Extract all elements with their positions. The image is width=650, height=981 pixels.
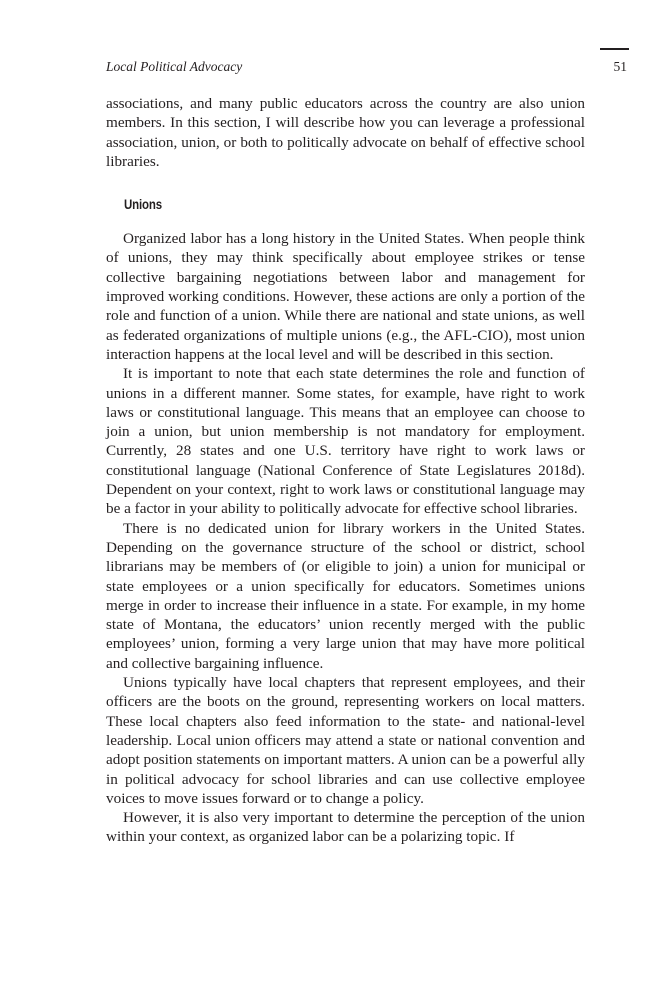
paragraph: Unions typically have local chapters that represent employees, and their officers are the boots on the ground, representing workers on local matters. These local chapters also feed information to the state- and national-level leadership. Local union officers may attend a state or national convention and adopt position statements on important matters. A union can be a powerful ally in political advocacy for school libraries and can use collective employee voices to move issues forward or to change a policy.: [106, 674, 585, 807]
page-number: 51: [613, 59, 627, 74]
section-heading: Unions: [124, 196, 162, 213]
paragraph: It is important to note that each state determines the role and function of unions in a different manner. Some states, for example, have right to work laws or constitutional language. This means that an employee can choose to join a union, but union membership is not mandatory for employment. Currently, 28 states and one U.S. territory have right to work laws or constitutional language (National Conference of State Legislatures 2018d). Dependent on your context, right to work laws or constitutional language may be a factor in your ability to politically advocate for effective school libraries.: [106, 365, 585, 518]
paragraph-intro: associations, and many public educators across the country are also union members. In this section, I will describe how you can leverage a professional association, union, or both to politically advocate on behalf of effective school libraries.: [106, 95, 585, 170]
body-text: [106, 94, 585, 847]
page-number-rule: [600, 48, 629, 50]
paragraph: However, it is also very important to determine the perception of the union within your context, as organized labor can be a polarizing topic. If: [106, 809, 585, 846]
paragraph: Organized labor has a long history in the United States. When people think of unions, they may think specifically about employee strikes or tense collective bargaining negotiations between labor and management for improved working conditions. However, these actions are only a portion of the role and function of a union. While there are national and state unions, as well as federated organizations of multiple unions (e.g., the AFL-CIO), most union interaction happens at the local level and will be described in this section.: [106, 230, 585, 363]
paragraph: There is no dedicated union for library workers in the United States. Depending on the governance structure of the school or district, school librarians may be members of (or eligible to join) a union for municipal or state employees or a union specifically for educators. Sometimes unions merge in order to increase their influence in a state. For example, in my home state of Montana, the educators’ union recently merged with the public employees’ union, forming a very large union that may have more political and collective bargaining influence.: [106, 519, 585, 672]
running-head: Local Political Advocacy: [106, 59, 243, 74]
